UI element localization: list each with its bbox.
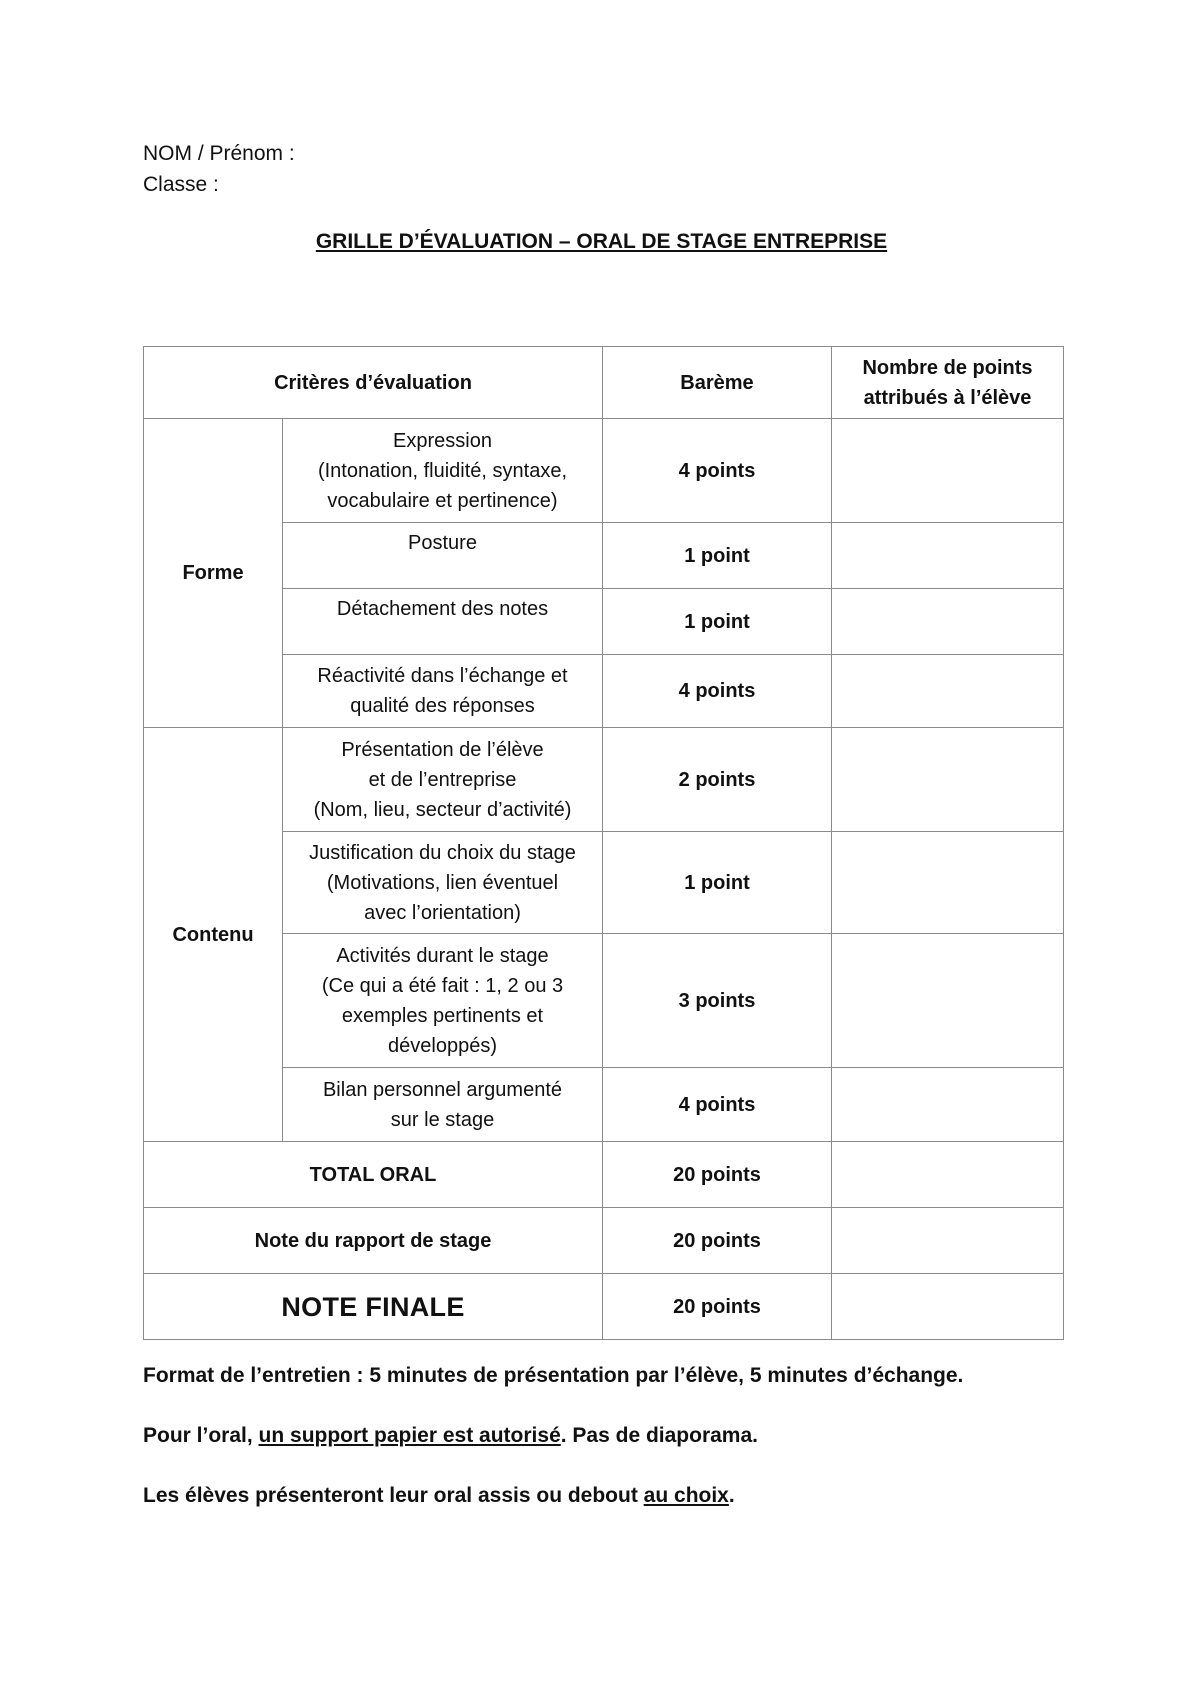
class-label: Classe : xyxy=(143,173,219,196)
criterion-cell: Réactivité dans l’échange et qualité des réponses xyxy=(283,655,603,728)
table-row xyxy=(144,419,1064,523)
criterion-cell: Expression (Intonation, fluidité, syntaxe, vocabulaire et pertinence) xyxy=(283,419,603,523)
points-input-cell[interactable] xyxy=(832,1274,1064,1340)
points-input-cell[interactable] xyxy=(832,419,1064,523)
summary-row xyxy=(144,1274,1064,1340)
points-input-cell[interactable] xyxy=(832,934,1064,1068)
criterion-cell: Détachement des notes xyxy=(283,589,603,655)
footer-line-support xyxy=(143,1422,1083,1450)
document-page xyxy=(143,138,1063,1507)
criterion-cell: Bilan personnel argumenté sur le stage xyxy=(283,1068,603,1142)
points-input-cell[interactable] xyxy=(832,655,1064,728)
points-input-cell[interactable] xyxy=(832,832,1064,934)
criterion-cell: Justification du choix du stage (Motivations, lien éventuel avec l’orientation) xyxy=(283,832,603,934)
scale-cell: 20 points xyxy=(603,1142,832,1208)
summary-row xyxy=(144,1142,1064,1208)
scale-cell: 4 points xyxy=(603,1068,832,1142)
header-points: Nombre de points attribués à l’élève xyxy=(832,347,1064,419)
summary-row xyxy=(144,1208,1064,1274)
scale-cell: 1 point xyxy=(603,832,832,934)
total-oral-label: TOTAL ORAL xyxy=(144,1142,603,1208)
points-input-cell[interactable] xyxy=(832,1142,1064,1208)
points-input-cell[interactable] xyxy=(832,523,1064,589)
scale-cell: 3 points xyxy=(603,934,832,1068)
final-grade-label: NOTE FINALE xyxy=(144,1274,603,1340)
scale-cell: 4 points xyxy=(603,419,832,523)
points-input-cell[interactable] xyxy=(832,1068,1064,1142)
table-row xyxy=(144,728,1064,832)
points-input-cell[interactable] xyxy=(832,728,1064,832)
header-scale: Barème xyxy=(603,347,832,419)
footer-text: Pour l’oral, xyxy=(143,1424,259,1447)
document-title: GRILLE D’ÉVALUATION – ORAL DE STAGE ENTREPRISE xyxy=(315,230,888,253)
report-grade-label: Note du rapport de stage xyxy=(144,1208,603,1274)
footer-notes xyxy=(143,1362,1083,1542)
table-header-row xyxy=(144,347,1064,419)
group-label-forme: Forme xyxy=(144,419,283,728)
criterion-cell: Activités durant le stage (Ce qui a été fait : 1, 2 ou 3 exemples pertinents et développés) xyxy=(283,934,603,1068)
scale-cell: 2 points xyxy=(603,728,832,832)
group-label-contenu: Contenu xyxy=(144,728,283,1142)
footer-text: . xyxy=(728,1484,735,1507)
name-label: NOM / Prénom : xyxy=(143,142,295,165)
points-input-cell[interactable] xyxy=(832,589,1064,655)
criterion-cell: Posture xyxy=(283,523,603,589)
evaluation-grid xyxy=(143,346,1064,1340)
scale-cell: 4 points xyxy=(603,655,832,728)
scale-cell: 20 points xyxy=(603,1274,832,1340)
footer-line-format: Format de l’entretien : 5 minutes de présentation par l’élève, 5 minutes d’échange. xyxy=(143,1364,964,1387)
points-input-cell[interactable] xyxy=(832,1208,1064,1274)
footer-text: . Pas de diaporama. xyxy=(560,1424,758,1447)
footer-underlined-text: un support papier est autorisé xyxy=(258,1424,561,1447)
footer-text: Les élèves présenteront leur oral assis ou debout xyxy=(143,1484,644,1507)
footer-line-posture xyxy=(143,1482,1083,1510)
criterion-cell: Présentation de l’élève et de l’entreprise (Nom, lieu, secteur d’activité) xyxy=(283,728,603,832)
scale-cell: 20 points xyxy=(603,1208,832,1274)
scale-cell: 1 point xyxy=(603,589,832,655)
scale-cell: 1 point xyxy=(603,523,832,589)
footer-underlined-text: au choix xyxy=(643,1484,729,1507)
header-criteria: Critères d’évaluation xyxy=(144,347,603,419)
